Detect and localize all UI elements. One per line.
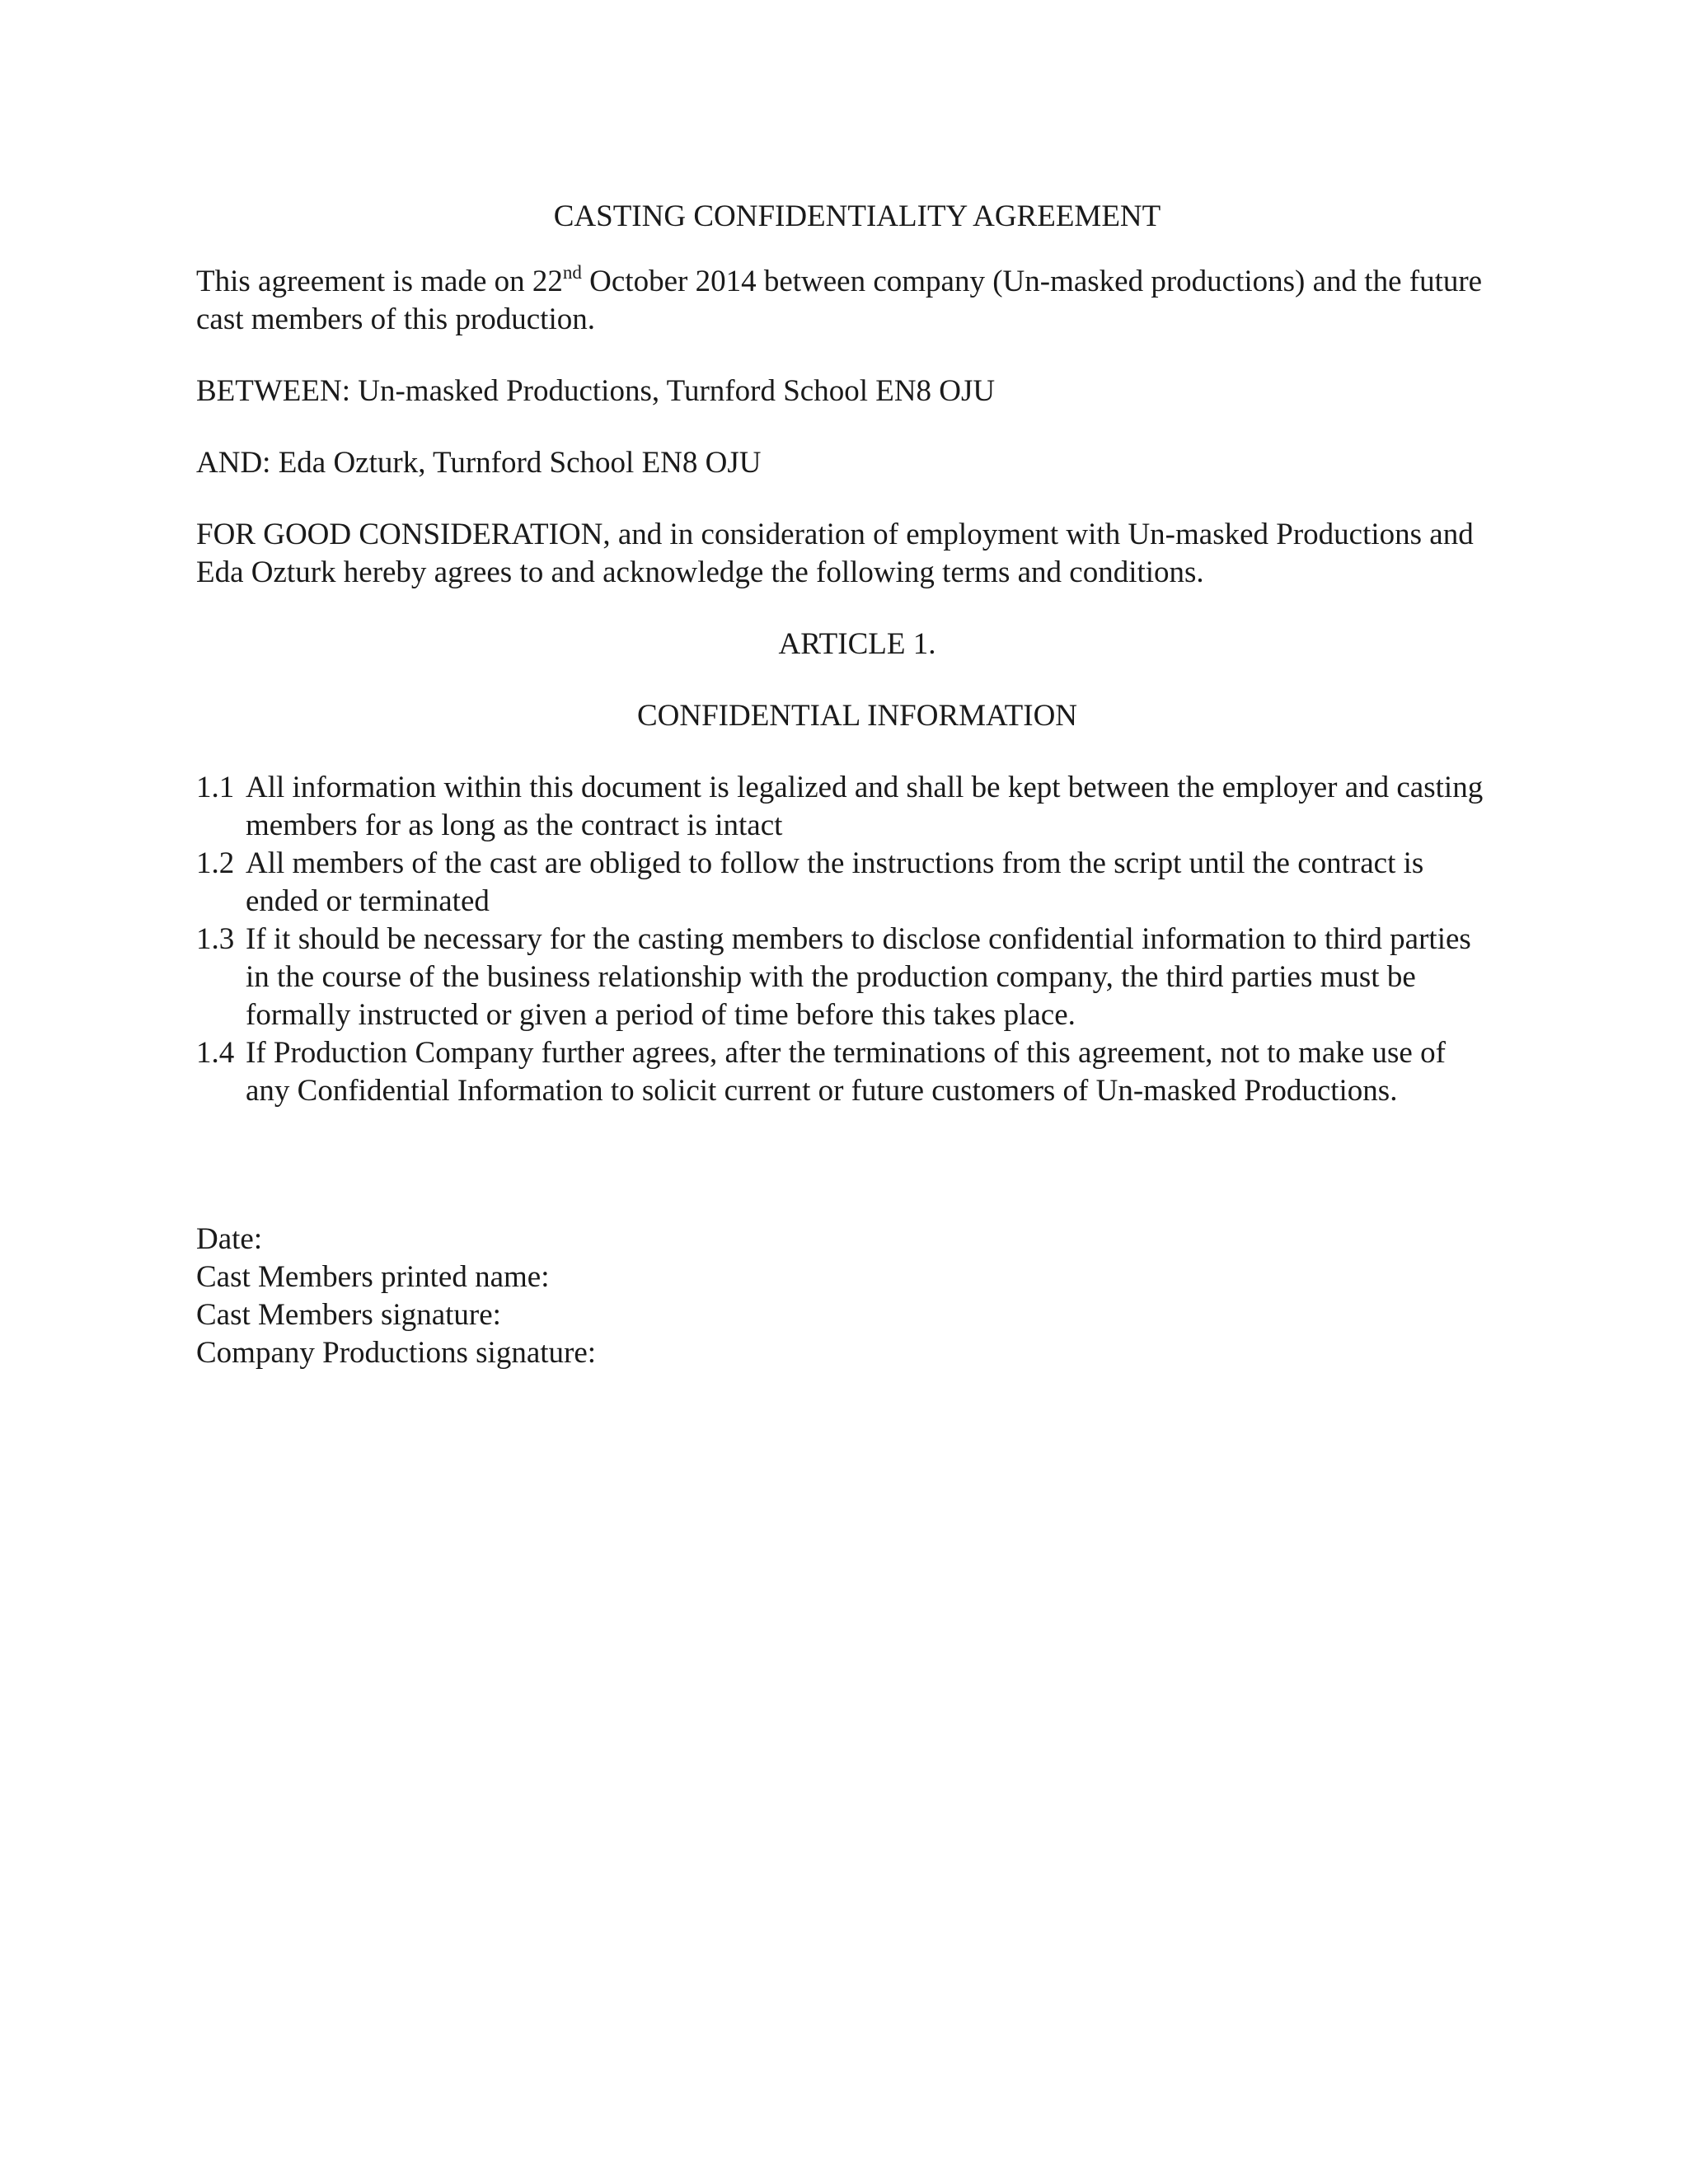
clause-text: If it should be necessary for the casting members to disclose confidential information to third parties in the course of the business relationship with the production company, the third parties must be formally instructed or given a period of time before this takes place. bbox=[246, 922, 1471, 1032]
clause-number: 1.4 bbox=[196, 1036, 235, 1070]
intro-paragraph bbox=[196, 263, 1490, 339]
and-party-line: AND: Eda Ozturk, Turnford School EN8 OJU bbox=[196, 446, 762, 480]
intro-text-end: October 2014 between company (Un-masked productions) and the future cast members of this production. bbox=[196, 265, 1483, 336]
clause-text: All information within this document is legalized and shall be kept between the employer and casting members for as long as the contract is intact bbox=[246, 771, 1484, 842]
article-number: ARTICLE 1. bbox=[778, 627, 936, 661]
clause-text: If Production Company further agrees, after the terminations of this agreement, not to make use of any Confidential Information to solicit current or future customers of Un-masked Productions. bbox=[246, 1036, 1446, 1108]
between-party-line: BETWEEN: Un-masked Productions, Turnford School EN8 OJU bbox=[196, 374, 996, 408]
date-field-label: Date: bbox=[196, 1222, 263, 1256]
company-signature-label: Company Productions signature: bbox=[196, 1336, 597, 1370]
clause-number: 1.1 bbox=[196, 771, 235, 804]
intro-text-start: This agreement is made on 22 bbox=[196, 265, 563, 298]
document-body bbox=[196, 190, 1490, 1372]
clause-number: 1.2 bbox=[196, 846, 235, 880]
clause-list bbox=[196, 769, 1490, 1110]
clause-item bbox=[196, 921, 1490, 1034]
consideration-paragraph: FOR GOOD CONSIDERATION, and in consideration of employment with Un-masked Productions and Eda Ozturk hereby agrees to and acknowledge the following terms and conditions. bbox=[196, 518, 1474, 589]
clause-number: 1.3 bbox=[196, 922, 235, 956]
cast-printed-name-label: Cast Members printed name: bbox=[196, 1260, 550, 1294]
article-title: CONFIDENTIAL INFORMATION bbox=[636, 699, 1078, 733]
clause-item bbox=[196, 769, 1490, 845]
document-title: CASTING CONFIDENTIALITY AGREEMENT bbox=[553, 199, 1161, 233]
clause-item bbox=[196, 1034, 1490, 1110]
date-ordinal-suffix: nd bbox=[562, 262, 582, 283]
cast-signature-label: Cast Members signature: bbox=[196, 1298, 501, 1332]
clause-text: All members of the cast are obliged to follow the instructions from the script until the contract is ended or terminated bbox=[246, 846, 1424, 918]
clause-item bbox=[196, 845, 1490, 921]
signature-block bbox=[196, 1221, 1490, 1372]
